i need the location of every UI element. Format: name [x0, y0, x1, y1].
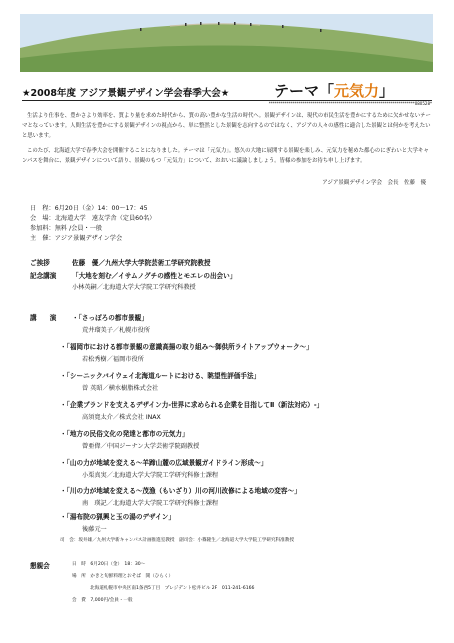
- hillside-illustration: [20, 14, 433, 72]
- moderator: 司 会：坂井雄／九州大学新キャンパス計画推進室教授 副司会：小篠隆生／北海道大学大学院工学研究科准教授: [60, 538, 294, 543]
- event-fee: 参加料：無料 /会員・一般: [30, 225, 103, 232]
- lecture-title: ・「福岡市における都市景観の意識高揚の取り組み〜御供所ライトアップウォーク〜」: [60, 343, 313, 351]
- reception-label: 懇親会: [30, 562, 50, 570]
- reception-address: 北海道札幌市中央区南1条西5丁目 プレジデント松井ビル 2F 011-241-6166: [90, 586, 255, 591]
- lecture-speaker: 小栗真実／北海道大学大学院工学研究科修士課程: [82, 472, 219, 479]
- keynote-speaker: 小林英嗣／北海道大学大学院工学研究科教授: [72, 284, 196, 291]
- lecture-speaker: 若松秀樹／福岡市役所: [82, 356, 144, 363]
- lecture-speaker: 高須寛太介／株式会社 INAX: [82, 414, 161, 421]
- keynote-title: 「大地を刻む／イサムノグチの感性とモエレの出会い」: [72, 272, 237, 280]
- lecture-title: ・「さっぽろの都市景観」: [72, 314, 148, 322]
- theme-prefix: テーマ「: [274, 82, 335, 100]
- signature: アジア景観デザイン学会 会長 佐藤 優: [322, 180, 426, 186]
- intro-paragraph-1: 生活より仕事を、豊かさより効率を、質より量を求めた時代から、質の高い豊かな生活の時代へ。景観デザインは、現代の市民生活を豊かにするために欠かせないテーマとなっています。人間生活を豊かにする景観デザインの視点から、単に整然とした景観を志向するのではなく、アジアの人々の感性に適合した景観とは何かを考えたいと思います。: [22, 113, 431, 139]
- theme-suffix: 」: [379, 82, 395, 100]
- lecture-speaker: 曾亜偉／中国ジーナン大学芸術学院副教授: [82, 443, 200, 450]
- reception-date: 日 時 6月20日（金） 18：30〜: [72, 562, 146, 567]
- lecture-speaker: 後藤元一: [82, 526, 107, 533]
- lectures-label: 講 演: [30, 314, 57, 322]
- reception-place: 場 所 かきと旬鮮料理とおそば 開（ひらく）: [72, 574, 174, 579]
- event-headline: [22, 80, 434, 100]
- greeting-label: ご挨拶: [30, 259, 50, 267]
- lecture-title: ・「企業ブランドを支えるデザイン力-世界に求められる企業を目指してⅡ（新法対応）-」: [60, 401, 324, 409]
- lecture-speaker: 南 瑛記／北海道大学大学院工学研究科修士課程: [82, 500, 219, 507]
- event-title: ★2008年度 アジア景観デザイン学会春季大会★: [22, 88, 230, 99]
- lecture-speaker: 曽 英昭／横水樹脂株式会社: [82, 385, 159, 392]
- lecture-title: ・「山の力が地域を変える〜羊蹄山麓の広域景観ガイドライン形成〜」: [60, 459, 268, 467]
- lecture-title: ・「湯布院の猟興と玉の湯のデザイン」: [60, 513, 175, 521]
- theme-highlight: 元気力: [334, 82, 380, 100]
- lecture-title: ・「地方の民俗文化の発達と都市の元気力」: [60, 430, 189, 438]
- event-date: 日 程：6月20日（金）14：00〜17：45: [30, 205, 148, 212]
- lecture-speaker: 荒井瑠美子／札幌市役所: [82, 327, 151, 334]
- keynote-label: 記念講演: [30, 272, 57, 280]
- event-venue: 会 場：北海道大学 遠友学舎（定員60名）: [30, 215, 156, 222]
- lecture-title: ・「シーニックバイウェイ北海道ルートにおける、眺望性評価手法」: [60, 372, 261, 380]
- event-theme: [274, 80, 394, 101]
- lecture-title: ・「川の力が地域を変える〜茂漁（もいざり）川の河川改修による地域の変容〜」: [60, 487, 301, 495]
- reception-fee: 会 費 7,000円/会員・一般: [72, 598, 133, 603]
- intro-paragraph-2: このたび、北海道大学で春季大会を開催することになりました。テーマは「元気力」。悠久の大地に展開する景観を楽しみ、元気力を秘めた都心のにぎわいと大学キャンパスを舞台に、景観デザインについて語り、景観のもつ「元気力」について、おおいに議論しましょう。皆様の参加をお待ち申し上げます。: [22, 148, 429, 164]
- hero-photo: [20, 14, 433, 72]
- document-serial: *************************************************************************080528*: [268, 101, 432, 106]
- greeting-speaker: 佐藤 優／九州大学大学院芸術工学研究院教授: [72, 259, 211, 267]
- event-host: 主 催：アジア景観デザイン学会: [30, 235, 123, 242]
